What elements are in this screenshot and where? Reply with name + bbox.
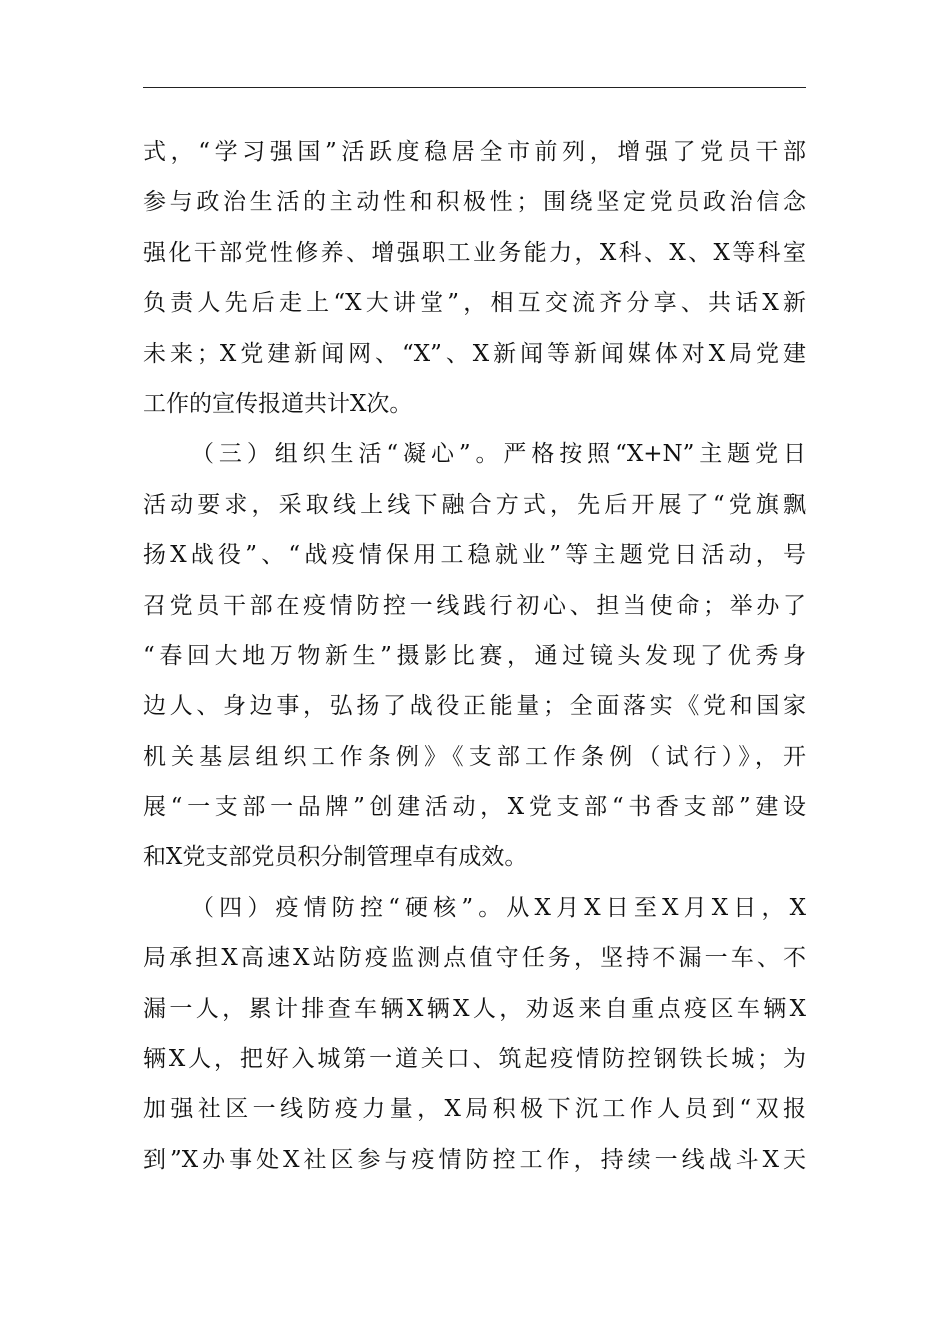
text-line: 式，“学习强国”活跃度稳居全市前列，增强了党员干部 — [143, 139, 806, 165]
text-line: “春回大地万物新生”摄影比赛，通过镜头发现了优秀身 — [143, 642, 806, 669]
paragraph — [143, 127, 806, 429]
text-line: 未来；X党建新闻网、“X”、X新闻等新闻媒体对X局党建 — [143, 340, 806, 367]
document-body — [143, 127, 806, 1185]
text-line: 展“一支部一品牌”创建活动，X党支部“书香支部”建设 — [143, 794, 806, 821]
text-line: （四）疫情防控“硬核”。从X月X日至X月X日，X — [191, 894, 806, 921]
paragraph — [143, 429, 806, 883]
text-line: 召党员干部在疫情防控一线践行初心、担当使命；举办了 — [143, 592, 806, 619]
text-line: 到”X办事处X社区参与疫情防控工作，持续一线战斗X天 — [143, 1146, 806, 1173]
text-line: 加强社区一线防疫力量，X局积极下沉工作人员到“双报 — [143, 1096, 806, 1123]
text-line: （三）组织生活“凝心”。严格按照“X+N”主题党日 — [191, 441, 806, 468]
header-rule — [143, 87, 806, 88]
text-line: 和X党支部党员积分制管理卓有成效。 — [143, 844, 528, 871]
text-line: 机关基层组织工作条例》《支部工作条例（试行）》，开 — [143, 743, 806, 770]
text-line: 强化干部党性修养、增强职工业务能力，X科、X、X等科室 — [143, 239, 806, 266]
text-line: 扬X战役”、“战疫情保用工稳就业”等主题党日活动，号 — [143, 542, 806, 569]
text-line: 边人、身边事，弘扬了战役正能量；全面落实《党和国家 — [143, 693, 806, 720]
text-line: 局承担X高速X站防疫监测点值守任务，坚持不漏一车、不 — [143, 945, 806, 972]
text-line: 辆X人，把好入城第一道关口、筑起疫情防控钢铁长城；为 — [143, 1046, 806, 1073]
text-line: 活动要求，采取线上线下融合方式，先后开展了“党旗飘 — [143, 491, 806, 518]
text-line: 负责人先后走上“X大讲堂”，相互交流齐分享、共话X新 — [143, 290, 806, 317]
text-line: 漏一人，累计排查车辆X辆X人，劝返来自重点疫区车辆X — [143, 995, 806, 1022]
text-line: 工作的宣传报道共计X次。 — [143, 390, 413, 417]
paragraph — [143, 883, 806, 1185]
text-line: 参与政治生活的主动性和积极性；围绕坚定党员政治信念 — [143, 189, 806, 216]
